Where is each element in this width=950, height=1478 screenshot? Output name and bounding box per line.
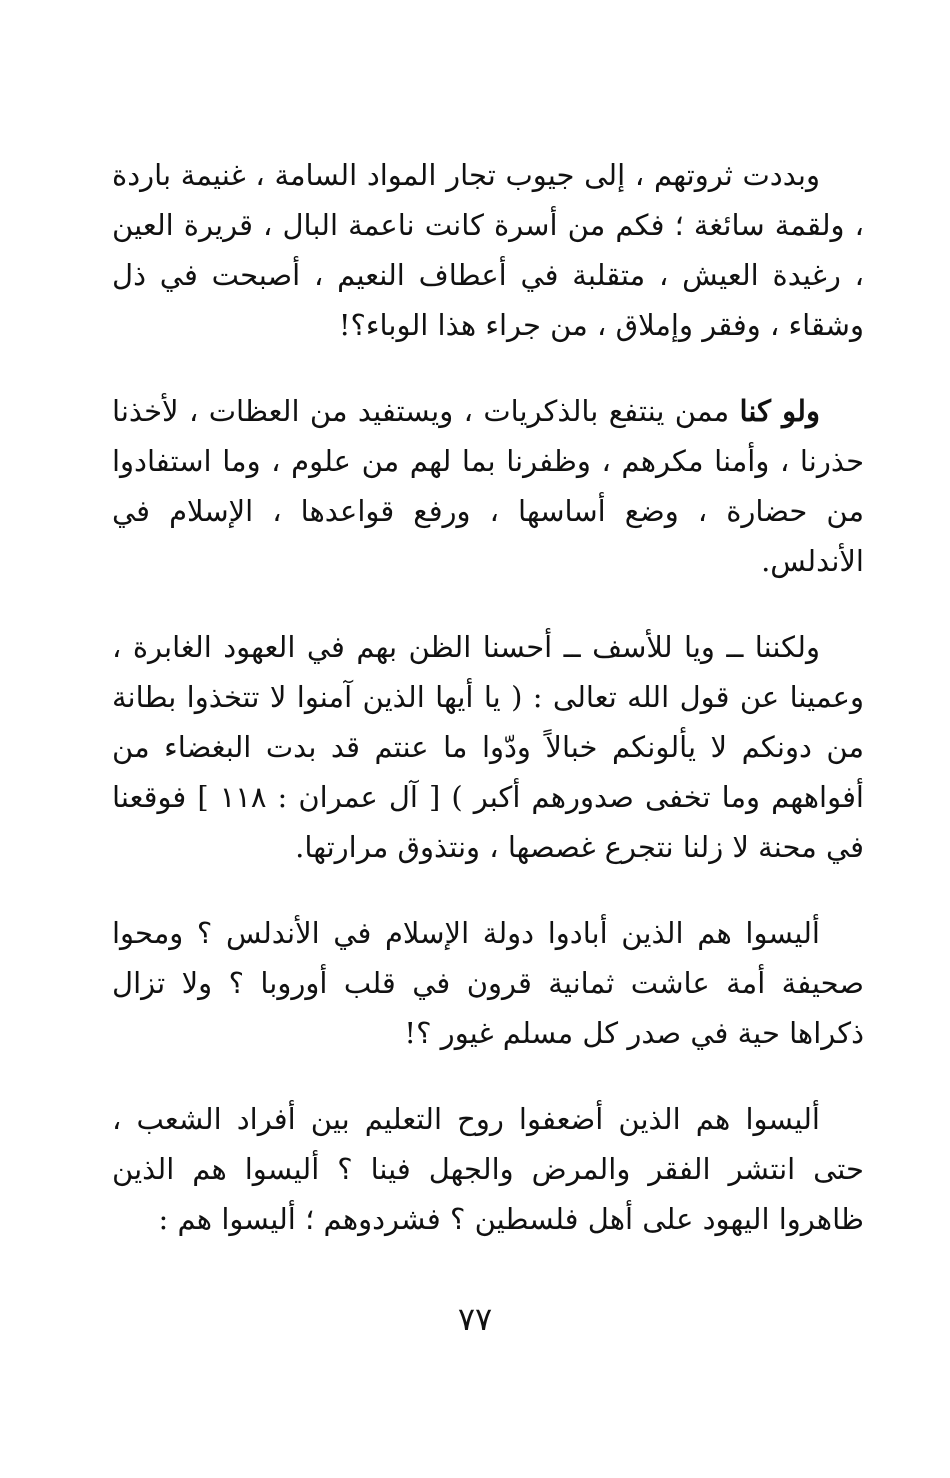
paragraph-5 [112, 1094, 864, 1244]
page-number: ٧٧ [457, 1300, 493, 1338]
paragraph-3 [112, 622, 864, 872]
paragraph-text: وبددت ثروتهم ، إلى جيوب تجار المواد السامة ، غنيمة باردة ، ولقمة سائغة ؛ فكم من أسرة كانت ناعمة البال ، قريرة العين ، رغيدة العيش ، متقلبة في أعطاف النعيم ، أصبحت في ذل وشقاء ، وفقر وإملاق ، من جراء هذا الوباء؟! [112, 158, 864, 342]
paragraph-lead: ولو كنا [739, 394, 821, 428]
paragraph-text: ممن ينتفع بالذكريات ، ويستفيد من العظات ، لأخذنا حذرنا ، وأمنا مكرهم ، وظفرنا بما لهم من علوم ، وما استفادوا من حضارة ، وضع أساسها ، ورفع قواعدها ، الإسلام في الأندلس. [112, 394, 864, 578]
paragraph-text: ولكننا ــ ويا للأسف ــ أحسنا الظن بهم في العهود الغابرة ، وعمينا عن قول الله تعالى : ( يا أيها الذين آمنوا لا تتخذوا بطانة من دونكم لا يألونكم خبالاً ودّوا ما عنتم قد بدت البغضاء من أفواههم وما تخفى صدورهم أكبر ) [ آل عمران : ١١٨ ] فوقعنا في محنة لا زلنا نتجرع غصصها ، ونتذوق مرارتها. [112, 630, 864, 864]
page-body [112, 150, 864, 1244]
paragraph-2 [112, 386, 864, 586]
paragraph-text: أليسوا هم الذين أبادوا دولة الإسلام في الأندلس ؟ ومحوا صحيفة أمة عاشت ثمانية قرون في قلب أوروبا ؟ ولا تزال ذكراها حية في صدر كل مسلم غيور ؟! [112, 916, 864, 1050]
paragraph-1 [112, 150, 864, 350]
paragraph-text: أليسوا هم الذين أضعفوا روح التعليم بين أفراد الشعب ، حتى انتشر الفقر والمرض والجهل فينا ؟ أليسوا هم الذين ظاهروا اليهود على أهل فلسطين ؟ فشردوهم ؛ أليسوا هم : [112, 1102, 864, 1236]
paragraph-4 [112, 908, 864, 1058]
